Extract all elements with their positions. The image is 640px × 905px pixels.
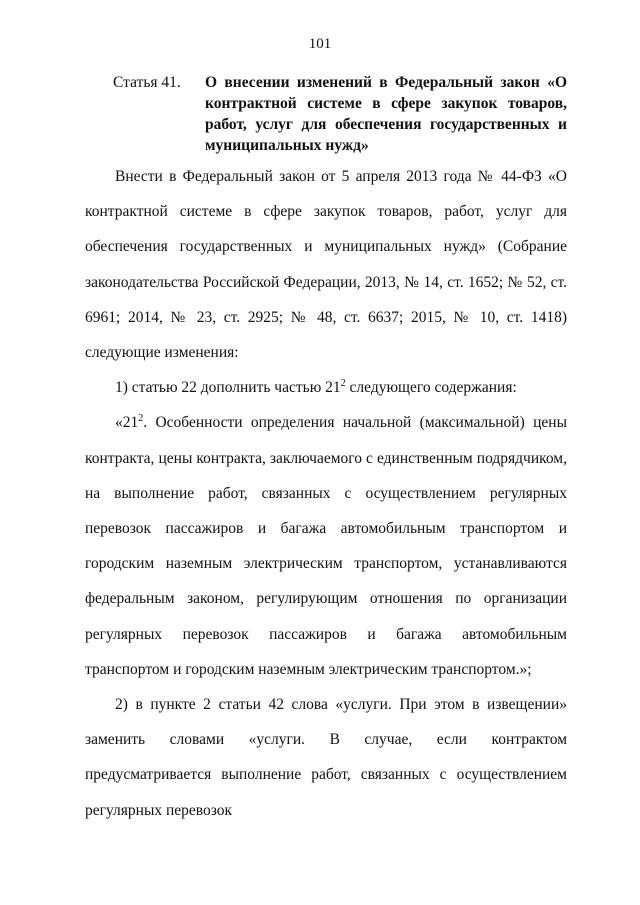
document-body bbox=[85, 159, 567, 828]
article-heading bbox=[85, 72, 567, 156]
item-1-prefix: 1) статью 22 дополнить частью 21 bbox=[115, 379, 341, 397]
item-1-suffix: следующего содержания: bbox=[345, 379, 517, 397]
intro-paragraph: Внести в Федеральный закон от 5 апреля 2013 года № 44-ФЗ «О контрактной системе в сфере закупок товаров, работ, услуг для обеспечения государственных и муниципальных нужд» (Собрание законодательства Российской Федерации, 2013, № 14, ст. 1652; № 52, ст. 6961; 2014, № 23, ст. 2925; № 48, ст. 6637; 2015, № 10, ст. 1418) следующие изменения: bbox=[85, 168, 567, 362]
quote-text: . Особенности определения начальной (максимальной) цены контракта, цены контракта, заключаемого с единственным подрядчиком, на выполнение работ, связанных с осуществлением регулярных перевозок пассажиров и багажа автомобильным транспортом и городским наземным электрическим транспортом, устанавливаются федеральным законом, регулирующим отношения по организации регулярных перевозок пассажиров и багажа автомобильным транспортом и городским наземным электрическим транспортом.»; bbox=[85, 414, 567, 678]
quote-open: «21 bbox=[115, 414, 139, 432]
quoted-part-paragraph bbox=[85, 405, 567, 687]
article-label: Статья 41. bbox=[113, 74, 181, 91]
item-1-paragraph bbox=[85, 370, 567, 405]
article-title: О внесении изменений в Федеральный закон «О контрактной системе в сфере закупок товаров, работ, услуг для обеспечения государственных и муниципальных нужд» bbox=[205, 74, 567, 154]
quote-superscript: 2 bbox=[138, 413, 144, 425]
item-1-superscript: 2 bbox=[340, 378, 346, 390]
page-number: 101 bbox=[308, 36, 332, 52]
item-2-paragraph: 2) в пункте 2 статьи 42 слова «услуги. При этом в извещении» заменить словами «услуги. В случае, если контрактом предусматривается выполнение работ, связанных с осуществлением регулярных перевозок bbox=[85, 696, 567, 819]
